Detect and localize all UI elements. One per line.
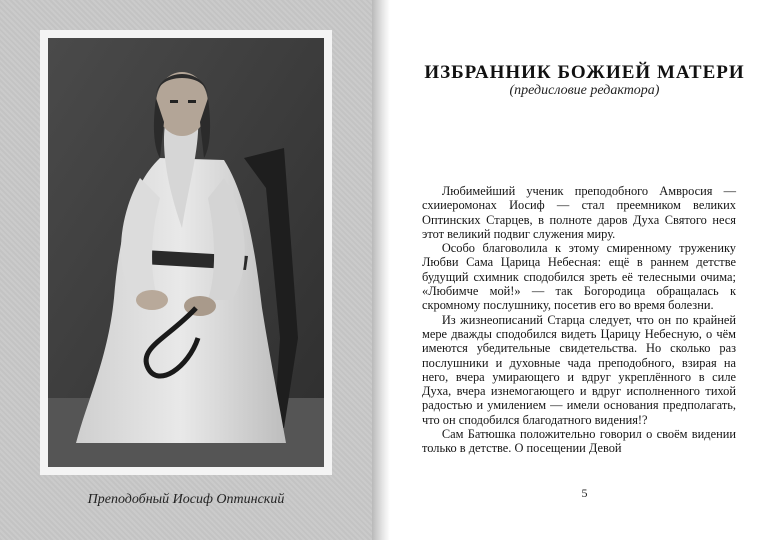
portrait-photo xyxy=(48,38,324,467)
paragraph: Сам Батюшка положительно говорил о своём видении только в детстве. О посещении Девой xyxy=(422,427,736,456)
chapter-subtitle: (предисловие редактора) xyxy=(509,83,660,98)
photo-caption: Преподобный Иосиф Оптинский xyxy=(87,492,285,507)
page-gutter xyxy=(372,0,390,540)
chapter-title: ИЗБРАННИК БОЖИЕЙ МАТЕРИ xyxy=(424,62,745,83)
body-text xyxy=(422,184,736,456)
right-page xyxy=(390,0,779,540)
page-number: 5 xyxy=(581,486,588,500)
left-page xyxy=(0,0,372,540)
photo-frame xyxy=(40,30,332,475)
paragraph: Из жизнеописаний Старца следует, что он по крайней мере дважды сподобился видеть Царицу Небесную, о чём имеются убедительные свидетельства. Но сколько раз послушники и духовные чада преподобного, взирая на него, вчера умирающего и вдруг укреплённого в силе Духа, вчера изнемогающего и вдруг исполненного тихой радостью и умилением — имели основания предполагать, что он сподобился благодатного видения!? xyxy=(422,312,736,427)
paragraph: Любимейший ученик преподобного Амвросия — схииеромонах Иосиф — стал преемником великих Оптинских Старцев, в полноте даров Духа Святого неся этот великий подвиг служения миру. xyxy=(422,184,736,241)
paragraph: Особо благоволила к этому смиренному труженику Любви Сама Царица Небесная: ещё в раннем детстве будущий схимник сподобился зреть её телесными очима; «Любимче мой!» — так Богородица обращалась к скромному послушнику, посетив его во время болезни. xyxy=(422,241,736,313)
